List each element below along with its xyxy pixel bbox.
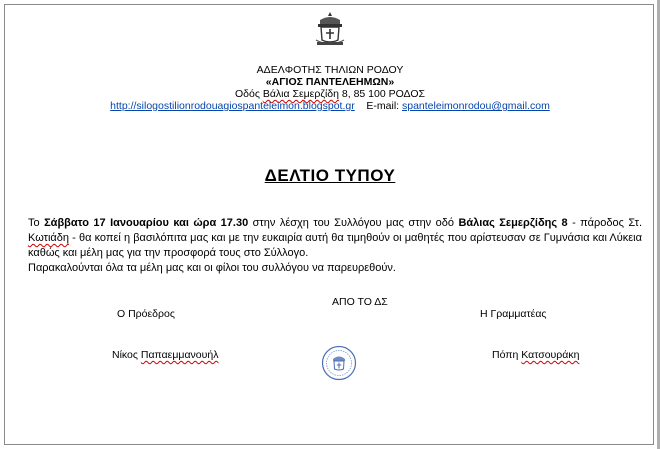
secretary-title: Η Γραμματέας (480, 308, 547, 320)
address-street: Βάλια Σεμερζίδη (262, 88, 339, 100)
secretary-name: Πόπη Κατσουράκη (492, 349, 580, 361)
association-address: Οδός Βάλια Σεμερζίδη 8, 85 100 ΡΟΔΟΣ (234, 88, 426, 100)
email-label: E-mail: (366, 100, 400, 112)
street-name: Κωτιάδη (28, 232, 70, 244)
body-paragraph-2: Παρακαλούνται όλα τα μέλη μας και οι φίλοι του συλλόγου να παρευρεθούν. (28, 262, 396, 274)
church-emblem-icon (312, 10, 348, 48)
website-link[interactable]: http://silogostilionrodouagiospanteleimon.blogspot.gr (110, 100, 355, 112)
event-date: Σάββατο 17 Ιανουαρίου και ώρα 17.30 (44, 217, 249, 229)
president-name: Νίκος Παπαεμμανουήλ (112, 349, 219, 361)
body-paragraph-1: Το Σάββατο 17 Ιανουαρίου και ώρα 17.30 στην λέσχη του Συλλόγου μας στην οδό Βάλιας Σεμερζίδης 8 - πάροδος Στ. Κωτιάδη - θα κοπεί η βασιλόπιτα μας και με την ευκαιρία αυτή θα τιμηθούν οι μαθητές που αρίστευσαν σε Γυμνάσια και Λύκεια καθώς και μέλη μας για την προσφορά τους στο Σύλλογο. (28, 217, 643, 259)
president-title: Ο Πρόεδρος (117, 308, 175, 320)
document-title: ΔΕΛΤΙΟ ΤΥΠΟΥ (264, 166, 396, 185)
event-street: Βάλιας Σεμερζίδης 8 (458, 217, 568, 229)
association-stamp-icon (321, 345, 357, 381)
contact-links (0, 100, 660, 112)
association-subtitle: «ΑΓΙΟΣ ΠΑΝΤΕΛΕΗΜΩΝ» (265, 76, 395, 88)
association-header (0, 64, 660, 100)
association-name: ΑΔΕΛΦΟΤΗΣ ΤΗΛΙΩΝ ΡΟΔΟΥ (256, 64, 404, 76)
board-label: ΑΠΟ ΤΟ ΔΣ (332, 296, 388, 308)
press-release-body (22, 216, 642, 276)
email-link[interactable]: spanteleimonrodou@gmail.com (402, 100, 550, 112)
